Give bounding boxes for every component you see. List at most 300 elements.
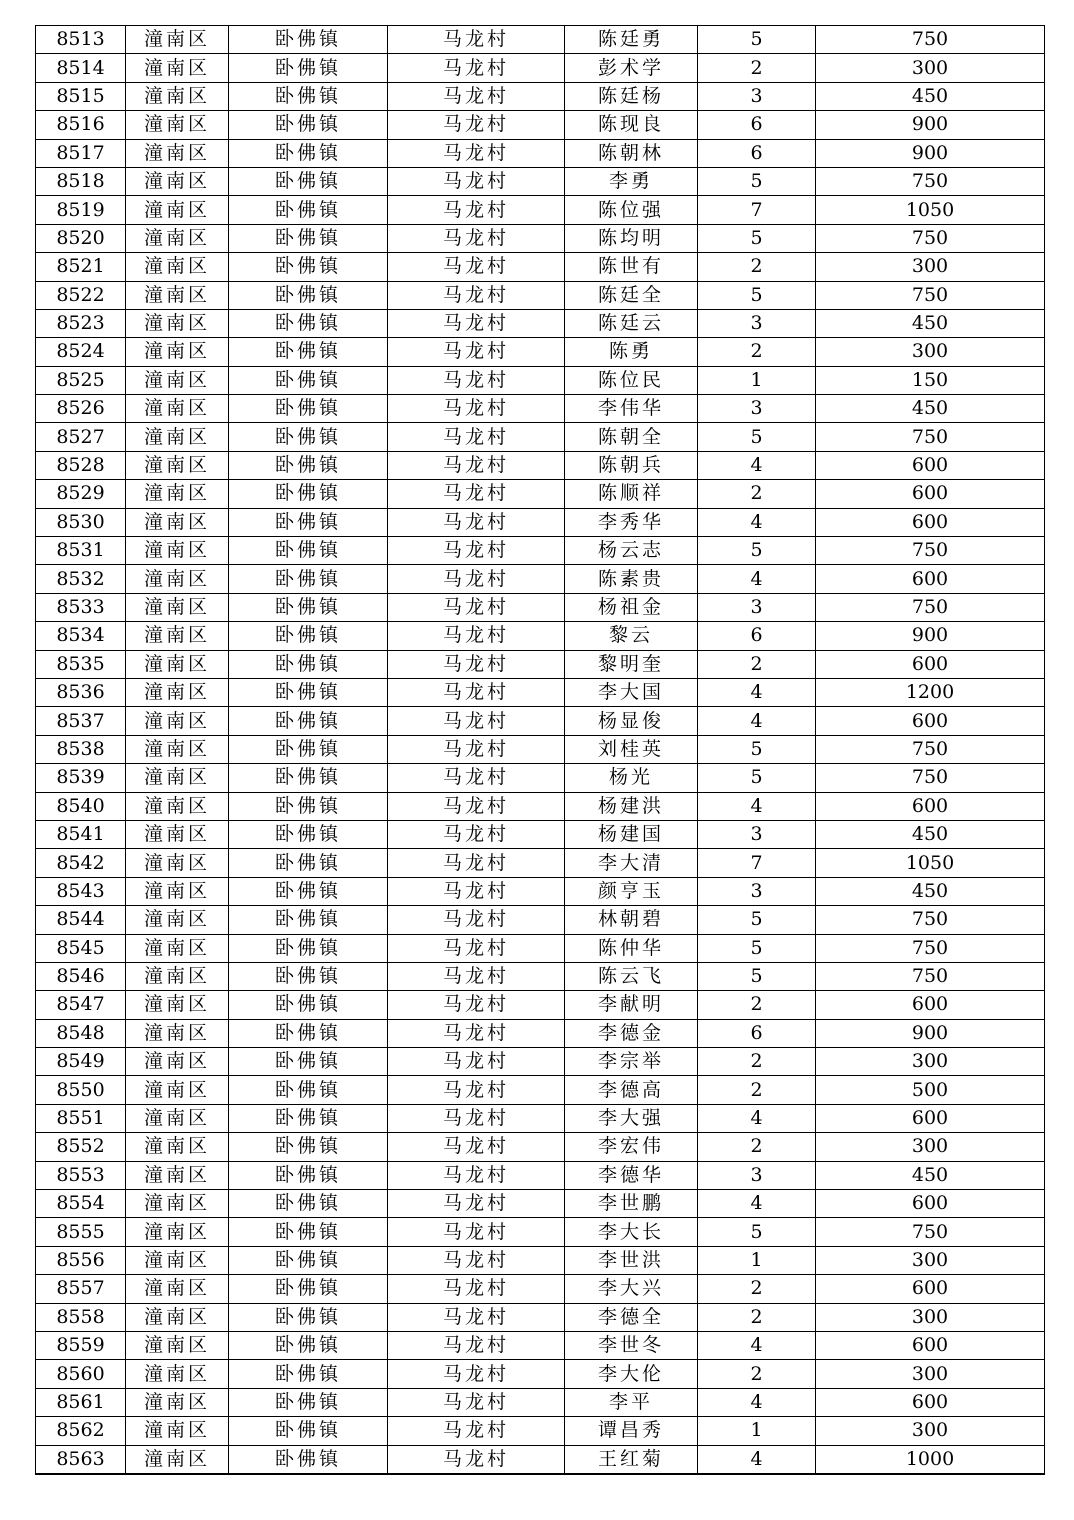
cell-row-number: 8528 xyxy=(36,451,126,479)
cell-district: 潼南区 xyxy=(126,1331,229,1359)
cell-district: 潼南区 xyxy=(126,650,229,678)
cell-name: 谭昌秀 xyxy=(565,1417,698,1445)
cell-household-count: 3 xyxy=(698,309,816,337)
cell-household-count: 4 xyxy=(698,707,816,735)
cell-row-number: 8514 xyxy=(36,54,126,82)
cell-amount: 750 xyxy=(816,735,1045,763)
cell-village: 马龙村 xyxy=(388,26,565,54)
table-row xyxy=(36,281,1045,309)
table-row xyxy=(36,906,1045,934)
cell-row-number: 8532 xyxy=(36,565,126,593)
table-row xyxy=(36,366,1045,394)
table-row xyxy=(36,1190,1045,1218)
cell-district: 潼南区 xyxy=(126,764,229,792)
table-row xyxy=(36,338,1045,366)
cell-town: 卧佛镇 xyxy=(229,338,388,366)
cell-name: 杨显俊 xyxy=(565,707,698,735)
cell-amount: 450 xyxy=(816,820,1045,848)
cell-village: 马龙村 xyxy=(388,565,565,593)
cell-district: 潼南区 xyxy=(126,622,229,650)
table-row xyxy=(36,26,1045,54)
cell-village: 马龙村 xyxy=(388,1275,565,1303)
cell-town: 卧佛镇 xyxy=(229,622,388,650)
table-row xyxy=(36,196,1045,224)
cell-town: 卧佛镇 xyxy=(229,650,388,678)
cell-household-count: 2 xyxy=(698,1360,816,1388)
cell-name: 陈朝林 xyxy=(565,139,698,167)
cell-town: 卧佛镇 xyxy=(229,1275,388,1303)
cell-amount: 300 xyxy=(816,1246,1045,1274)
cell-village: 马龙村 xyxy=(388,253,565,281)
cell-town: 卧佛镇 xyxy=(229,366,388,394)
table-row xyxy=(36,451,1045,479)
cell-row-number: 8548 xyxy=(36,1019,126,1047)
cell-household-count: 4 xyxy=(698,1104,816,1132)
cell-amount: 600 xyxy=(816,707,1045,735)
cell-household-count: 2 xyxy=(698,253,816,281)
cell-household-count: 2 xyxy=(698,1048,816,1076)
cell-name: 陈廷杨 xyxy=(565,82,698,110)
table-row xyxy=(36,224,1045,252)
cell-row-number: 8535 xyxy=(36,650,126,678)
cell-row-number: 8536 xyxy=(36,678,126,706)
cell-row-number: 8550 xyxy=(36,1076,126,1104)
cell-town: 卧佛镇 xyxy=(229,480,388,508)
cell-district: 潼南区 xyxy=(126,593,229,621)
cell-household-count: 4 xyxy=(698,1388,816,1416)
cell-row-number: 8521 xyxy=(36,253,126,281)
table-row xyxy=(36,139,1045,167)
cell-household-count: 5 xyxy=(698,423,816,451)
cell-household-count: 2 xyxy=(698,1303,816,1331)
cell-amount: 450 xyxy=(816,309,1045,337)
cell-amount: 450 xyxy=(816,877,1045,905)
cell-village: 马龙村 xyxy=(388,480,565,508)
cell-district: 潼南区 xyxy=(126,395,229,423)
cell-amount: 600 xyxy=(816,1190,1045,1218)
cell-row-number: 8545 xyxy=(36,934,126,962)
cell-row-number: 8515 xyxy=(36,82,126,110)
cell-district: 潼南区 xyxy=(126,1417,229,1445)
cell-row-number: 8530 xyxy=(36,508,126,536)
cell-town: 卧佛镇 xyxy=(229,1218,388,1246)
cell-amount: 1050 xyxy=(816,849,1045,877)
cell-row-number: 8524 xyxy=(36,338,126,366)
cell-row-number: 8523 xyxy=(36,309,126,337)
cell-amount: 1000 xyxy=(816,1445,1045,1474)
cell-town: 卧佛镇 xyxy=(229,593,388,621)
cell-district: 潼南区 xyxy=(126,253,229,281)
cell-name: 杨建洪 xyxy=(565,792,698,820)
cell-household-count: 5 xyxy=(698,962,816,990)
cell-household-count: 5 xyxy=(698,281,816,309)
cell-amount: 900 xyxy=(816,1019,1045,1047)
cell-town: 卧佛镇 xyxy=(229,508,388,536)
cell-household-count: 2 xyxy=(698,338,816,366)
cell-row-number: 8540 xyxy=(36,792,126,820)
cell-village: 马龙村 xyxy=(388,508,565,536)
table-row xyxy=(36,167,1045,195)
cell-name: 李宗举 xyxy=(565,1048,698,1076)
cell-name: 李大长 xyxy=(565,1218,698,1246)
cell-village: 马龙村 xyxy=(388,1019,565,1047)
cell-district: 潼南区 xyxy=(126,54,229,82)
cell-amount: 750 xyxy=(816,26,1045,54)
cell-row-number: 8519 xyxy=(36,196,126,224)
cell-name: 李献明 xyxy=(565,991,698,1019)
cell-district: 潼南区 xyxy=(126,1076,229,1104)
cell-amount: 300 xyxy=(816,1417,1045,1445)
cell-district: 潼南区 xyxy=(126,1360,229,1388)
cell-amount: 600 xyxy=(816,565,1045,593)
cell-district: 潼南区 xyxy=(126,1445,229,1474)
cell-name: 陈勇 xyxy=(565,338,698,366)
table-row xyxy=(36,593,1045,621)
cell-household-count: 3 xyxy=(698,593,816,621)
cell-name: 林朝碧 xyxy=(565,906,698,934)
cell-row-number: 8555 xyxy=(36,1218,126,1246)
cell-village: 马龙村 xyxy=(388,196,565,224)
cell-row-number: 8526 xyxy=(36,395,126,423)
cell-name: 陈顺祥 xyxy=(565,480,698,508)
cell-town: 卧佛镇 xyxy=(229,1019,388,1047)
cell-village: 马龙村 xyxy=(388,338,565,366)
cell-district: 潼南区 xyxy=(126,735,229,763)
table-row xyxy=(36,395,1045,423)
table-row xyxy=(36,1048,1045,1076)
cell-name: 李秀华 xyxy=(565,508,698,536)
cell-district: 潼南区 xyxy=(126,139,229,167)
cell-district: 潼南区 xyxy=(126,792,229,820)
cell-row-number: 8554 xyxy=(36,1190,126,1218)
data-table xyxy=(35,25,1045,1475)
cell-district: 潼南区 xyxy=(126,962,229,990)
table-row xyxy=(36,1246,1045,1274)
cell-village: 马龙村 xyxy=(388,423,565,451)
cell-name: 陈素贵 xyxy=(565,565,698,593)
cell-amount: 750 xyxy=(816,906,1045,934)
cell-district: 潼南区 xyxy=(126,1104,229,1132)
cell-name: 李伟华 xyxy=(565,395,698,423)
cell-name: 颜亨玉 xyxy=(565,877,698,905)
cell-district: 潼南区 xyxy=(126,111,229,139)
cell-amount: 300 xyxy=(816,338,1045,366)
cell-name: 李大强 xyxy=(565,1104,698,1132)
cell-town: 卧佛镇 xyxy=(229,707,388,735)
cell-town: 卧佛镇 xyxy=(229,395,388,423)
cell-household-count: 5 xyxy=(698,764,816,792)
cell-town: 卧佛镇 xyxy=(229,253,388,281)
cell-village: 马龙村 xyxy=(388,991,565,1019)
cell-district: 潼南区 xyxy=(126,1275,229,1303)
cell-village: 马龙村 xyxy=(388,1190,565,1218)
cell-household-count: 6 xyxy=(698,1019,816,1047)
cell-amount: 750 xyxy=(816,962,1045,990)
cell-village: 马龙村 xyxy=(388,1360,565,1388)
cell-name: 黎云 xyxy=(565,622,698,650)
cell-town: 卧佛镇 xyxy=(229,1048,388,1076)
cell-town: 卧佛镇 xyxy=(229,1190,388,1218)
cell-row-number: 8539 xyxy=(36,764,126,792)
cell-row-number: 8534 xyxy=(36,622,126,650)
cell-name: 陈云飞 xyxy=(565,962,698,990)
table-row xyxy=(36,820,1045,848)
cell-name: 黎明奎 xyxy=(565,650,698,678)
cell-town: 卧佛镇 xyxy=(229,139,388,167)
cell-row-number: 8559 xyxy=(36,1331,126,1359)
cell-village: 马龙村 xyxy=(388,1076,565,1104)
cell-name: 李勇 xyxy=(565,167,698,195)
cell-row-number: 8562 xyxy=(36,1417,126,1445)
table-row xyxy=(36,1133,1045,1161)
table-row xyxy=(36,480,1045,508)
cell-household-count: 4 xyxy=(698,678,816,706)
table-row xyxy=(36,735,1045,763)
cell-village: 马龙村 xyxy=(388,1388,565,1416)
cell-village: 马龙村 xyxy=(388,1161,565,1189)
cell-household-count: 7 xyxy=(698,196,816,224)
cell-row-number: 8553 xyxy=(36,1161,126,1189)
cell-district: 潼南区 xyxy=(126,1388,229,1416)
cell-amount: 750 xyxy=(816,537,1045,565)
cell-town: 卧佛镇 xyxy=(229,1360,388,1388)
cell-town: 卧佛镇 xyxy=(229,54,388,82)
cell-name: 杨云志 xyxy=(565,537,698,565)
cell-amount: 750 xyxy=(816,423,1045,451)
cell-district: 潼南区 xyxy=(126,1246,229,1274)
table-row xyxy=(36,1388,1045,1416)
table-row xyxy=(36,764,1045,792)
table-row xyxy=(36,1331,1045,1359)
cell-town: 卧佛镇 xyxy=(229,991,388,1019)
cell-name: 陈廷勇 xyxy=(565,26,698,54)
cell-amount: 450 xyxy=(816,82,1045,110)
cell-district: 潼南区 xyxy=(126,678,229,706)
cell-name: 李世洪 xyxy=(565,1246,698,1274)
cell-name: 李大兴 xyxy=(565,1275,698,1303)
cell-district: 潼南区 xyxy=(126,1048,229,1076)
cell-town: 卧佛镇 xyxy=(229,934,388,962)
cell-town: 卧佛镇 xyxy=(229,764,388,792)
cell-name: 李德全 xyxy=(565,1303,698,1331)
cell-district: 潼南区 xyxy=(126,196,229,224)
cell-amount: 300 xyxy=(816,1360,1045,1388)
cell-row-number: 8525 xyxy=(36,366,126,394)
cell-household-count: 3 xyxy=(698,82,816,110)
cell-village: 马龙村 xyxy=(388,281,565,309)
table-row xyxy=(36,1445,1045,1474)
cell-village: 马龙村 xyxy=(388,111,565,139)
cell-town: 卧佛镇 xyxy=(229,1417,388,1445)
cell-household-count: 5 xyxy=(698,167,816,195)
cell-household-count: 2 xyxy=(698,1133,816,1161)
cell-name: 李德高 xyxy=(565,1076,698,1104)
cell-name: 陈廷全 xyxy=(565,281,698,309)
cell-household-count: 4 xyxy=(698,565,816,593)
cell-district: 潼南区 xyxy=(126,26,229,54)
cell-row-number: 8542 xyxy=(36,849,126,877)
cell-village: 马龙村 xyxy=(388,82,565,110)
cell-amount: 1050 xyxy=(816,196,1045,224)
cell-district: 潼南区 xyxy=(126,167,229,195)
cell-village: 马龙村 xyxy=(388,792,565,820)
cell-district: 潼南区 xyxy=(126,423,229,451)
cell-name: 李宏伟 xyxy=(565,1133,698,1161)
cell-row-number: 8531 xyxy=(36,537,126,565)
cell-household-count: 5 xyxy=(698,735,816,763)
cell-row-number: 8537 xyxy=(36,707,126,735)
cell-town: 卧佛镇 xyxy=(229,820,388,848)
cell-household-count: 2 xyxy=(698,480,816,508)
cell-household-count: 2 xyxy=(698,1275,816,1303)
cell-village: 马龙村 xyxy=(388,1218,565,1246)
cell-amount: 300 xyxy=(816,253,1045,281)
cell-district: 潼南区 xyxy=(126,338,229,366)
cell-name: 彭术学 xyxy=(565,54,698,82)
cell-town: 卧佛镇 xyxy=(229,1331,388,1359)
cell-district: 潼南区 xyxy=(126,309,229,337)
cell-name: 杨光 xyxy=(565,764,698,792)
cell-household-count: 3 xyxy=(698,820,816,848)
cell-name: 杨祖金 xyxy=(565,593,698,621)
cell-row-number: 8549 xyxy=(36,1048,126,1076)
cell-amount: 900 xyxy=(816,622,1045,650)
table-row xyxy=(36,1161,1045,1189)
cell-amount: 600 xyxy=(816,1388,1045,1416)
cell-town: 卧佛镇 xyxy=(229,792,388,820)
cell-amount: 750 xyxy=(816,764,1045,792)
cell-town: 卧佛镇 xyxy=(229,906,388,934)
cell-amount: 300 xyxy=(816,1048,1045,1076)
table-row xyxy=(36,82,1045,110)
cell-amount: 1200 xyxy=(816,678,1045,706)
cell-name: 李世鹏 xyxy=(565,1190,698,1218)
cell-amount: 600 xyxy=(816,451,1045,479)
cell-name: 陈位强 xyxy=(565,196,698,224)
cell-district: 潼南区 xyxy=(126,451,229,479)
cell-village: 马龙村 xyxy=(388,877,565,905)
cell-amount: 600 xyxy=(816,1331,1045,1359)
cell-town: 卧佛镇 xyxy=(229,1161,388,1189)
table-row xyxy=(36,111,1045,139)
cell-town: 卧佛镇 xyxy=(229,451,388,479)
cell-town: 卧佛镇 xyxy=(229,196,388,224)
cell-name: 王红菊 xyxy=(565,1445,698,1474)
cell-village: 马龙村 xyxy=(388,707,565,735)
cell-row-number: 8527 xyxy=(36,423,126,451)
cell-household-count: 6 xyxy=(698,139,816,167)
cell-name: 李德华 xyxy=(565,1161,698,1189)
cell-village: 马龙村 xyxy=(388,1331,565,1359)
cell-row-number: 8543 xyxy=(36,877,126,905)
cell-village: 马龙村 xyxy=(388,537,565,565)
table-row xyxy=(36,1019,1045,1047)
cell-amount: 450 xyxy=(816,1161,1045,1189)
cell-row-number: 8544 xyxy=(36,906,126,934)
table-row xyxy=(36,423,1045,451)
cell-district: 潼南区 xyxy=(126,1218,229,1246)
cell-amount: 600 xyxy=(816,792,1045,820)
cell-household-count: 5 xyxy=(698,224,816,252)
cell-district: 潼南区 xyxy=(126,1019,229,1047)
cell-row-number: 8522 xyxy=(36,281,126,309)
cell-village: 马龙村 xyxy=(388,1246,565,1274)
cell-village: 马龙村 xyxy=(388,735,565,763)
cell-district: 潼南区 xyxy=(126,224,229,252)
cell-district: 潼南区 xyxy=(126,366,229,394)
cell-row-number: 8533 xyxy=(36,593,126,621)
cell-village: 马龙村 xyxy=(388,54,565,82)
table-body xyxy=(36,26,1045,1474)
cell-town: 卧佛镇 xyxy=(229,423,388,451)
cell-village: 马龙村 xyxy=(388,451,565,479)
cell-town: 卧佛镇 xyxy=(229,1388,388,1416)
cell-district: 潼南区 xyxy=(126,707,229,735)
cell-row-number: 8546 xyxy=(36,962,126,990)
table-row xyxy=(36,1275,1045,1303)
cell-amount: 300 xyxy=(816,54,1045,82)
cell-row-number: 8561 xyxy=(36,1388,126,1416)
cell-village: 马龙村 xyxy=(388,906,565,934)
cell-village: 马龙村 xyxy=(388,1133,565,1161)
cell-town: 卧佛镇 xyxy=(229,82,388,110)
cell-village: 马龙村 xyxy=(388,678,565,706)
table-row xyxy=(36,253,1045,281)
cell-name: 李大清 xyxy=(565,849,698,877)
cell-district: 潼南区 xyxy=(126,82,229,110)
cell-town: 卧佛镇 xyxy=(229,1303,388,1331)
cell-name: 陈廷云 xyxy=(565,309,698,337)
cell-amount: 600 xyxy=(816,1104,1045,1132)
cell-village: 马龙村 xyxy=(388,622,565,650)
cell-village: 马龙村 xyxy=(388,650,565,678)
cell-amount: 750 xyxy=(816,167,1045,195)
cell-village: 马龙村 xyxy=(388,593,565,621)
cell-amount: 750 xyxy=(816,1218,1045,1246)
cell-town: 卧佛镇 xyxy=(229,1133,388,1161)
table-row xyxy=(36,1303,1045,1331)
cell-village: 马龙村 xyxy=(388,934,565,962)
cell-household-count: 1 xyxy=(698,366,816,394)
cell-town: 卧佛镇 xyxy=(229,309,388,337)
cell-household-count: 1 xyxy=(698,1417,816,1445)
cell-village: 马龙村 xyxy=(388,167,565,195)
cell-town: 卧佛镇 xyxy=(229,849,388,877)
cell-village: 马龙村 xyxy=(388,1303,565,1331)
cell-town: 卧佛镇 xyxy=(229,281,388,309)
table-row xyxy=(36,934,1045,962)
table-row xyxy=(36,1360,1045,1388)
cell-household-count: 2 xyxy=(698,54,816,82)
cell-household-count: 2 xyxy=(698,991,816,1019)
table-row xyxy=(36,54,1045,82)
cell-town: 卧佛镇 xyxy=(229,678,388,706)
table-row xyxy=(36,849,1045,877)
table-row xyxy=(36,1076,1045,1104)
table-row xyxy=(36,707,1045,735)
cell-district: 潼南区 xyxy=(126,565,229,593)
cell-household-count: 5 xyxy=(698,537,816,565)
cell-household-count: 2 xyxy=(698,650,816,678)
cell-name: 李德金 xyxy=(565,1019,698,1047)
table-row xyxy=(36,962,1045,990)
cell-amount: 750 xyxy=(816,224,1045,252)
cell-row-number: 8556 xyxy=(36,1246,126,1274)
cell-name: 陈世有 xyxy=(565,253,698,281)
cell-row-number: 8563 xyxy=(36,1445,126,1474)
cell-row-number: 8520 xyxy=(36,224,126,252)
cell-town: 卧佛镇 xyxy=(229,735,388,763)
